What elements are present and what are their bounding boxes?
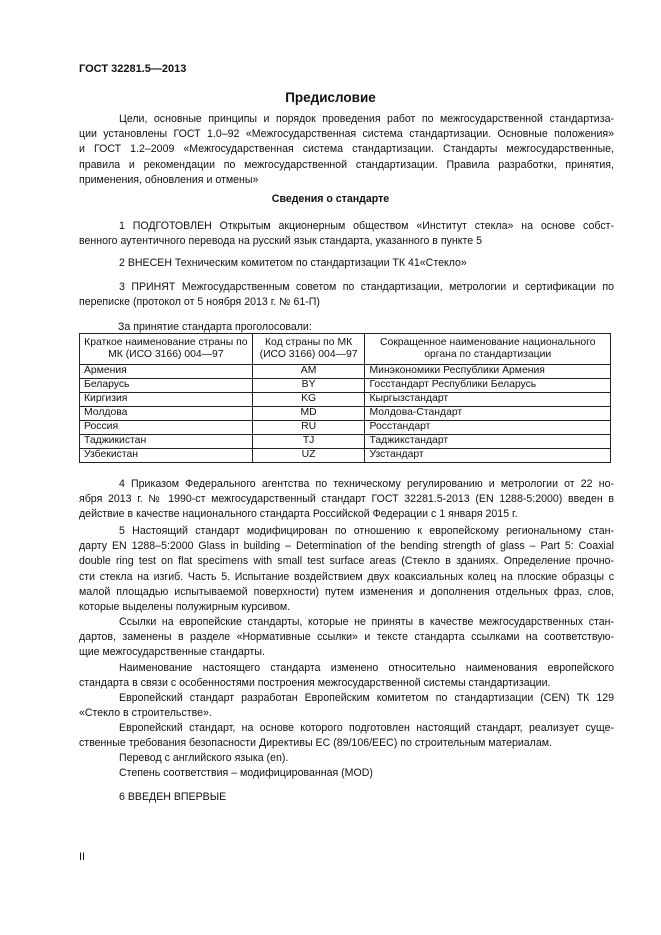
item-1-paragraph bbox=[79, 219, 614, 249]
text-line: которые выделены полужирным курсивом. bbox=[79, 601, 291, 614]
code-cell: TJ bbox=[252, 435, 365, 449]
body-cell: Росстандарт bbox=[365, 421, 611, 435]
text-line: Степень соответствия – модифицированная (MOD) bbox=[119, 767, 373, 779]
item-3-paragraph bbox=[79, 280, 614, 310]
document-header: ГОСТ 32281.5—2013 bbox=[79, 63, 187, 75]
text-line: Европейский стандарт разработан Европейским комитетом по стандартизации (CEN) ТК 129 bbox=[119, 692, 614, 704]
table-row bbox=[80, 365, 611, 379]
references-paragraph bbox=[79, 615, 614, 661]
table-row bbox=[80, 421, 611, 435]
country-cell: Армения bbox=[80, 365, 253, 379]
text-line: венного аутентичного перевода на русский язык стандарта, указанного в пункте 5 bbox=[79, 235, 482, 248]
item-5-paragraph bbox=[79, 524, 614, 615]
country-cell: Молдова bbox=[80, 407, 253, 421]
body-cell: Кыргызстандарт bbox=[365, 393, 611, 407]
voting-table bbox=[79, 333, 611, 463]
text-line: правила и рекомендации по межгосударственной стандартизации. Правила разработки, принятия, bbox=[79, 158, 614, 171]
text-line: Перевод с английского языка (en). bbox=[119, 752, 289, 764]
text-line: Европейский стандарт, на основе которого подготовлен настоящий стандарт, реализует суще- bbox=[119, 722, 614, 734]
country-cell: Россия bbox=[80, 421, 253, 435]
table-caption: За принятие стандарта проголосовали: bbox=[118, 321, 312, 333]
section-subtitle: Сведения о стандарте bbox=[271, 193, 390, 205]
body-cell: Госстандарт Республики Беларусь bbox=[365, 379, 611, 393]
text-line: ственные требования безопасности Директивы ЕС (89/106/EEC) по строительным материалам. bbox=[79, 737, 552, 750]
country-cell: Киргизия bbox=[80, 393, 253, 407]
text-line: 6 ВВЕДЕН ВПЕРВЫЕ bbox=[119, 791, 227, 803]
code-cell: UZ bbox=[252, 449, 365, 463]
table-row bbox=[80, 449, 611, 463]
text-line: переписке (протокол от 5 ноября 2013 г. № 61-П) bbox=[79, 296, 320, 309]
text-line: сти стекла на изгиб. Часть 5. Испытание воздействием двух коаксиальных колец на плоские образцы с bbox=[79, 570, 614, 583]
conformity-paragraph bbox=[79, 766, 614, 781]
text-line: ября 2013 г. № 1990-ст межгосударственный стандарт ГОСТ 32281.5-2013 (EN 1288-5:2000) введен в bbox=[79, 493, 614, 506]
table-row bbox=[80, 435, 611, 449]
text-line: щие межгосударственные стандарты. bbox=[79, 646, 265, 659]
text-line: действие в качестве национального стандарта Российской Федерации с 1 января 2015 г. bbox=[79, 508, 518, 521]
text-line: 5 Настоящий стандарт модифицирован по отношению к европейскому региональному стан- bbox=[119, 525, 614, 537]
text-line: 1 ПОДГОТОВЛЕН Открытым акционерным обществом «Институт стекла» на основе собст- bbox=[119, 220, 614, 232]
text-line: ции установлены ГОСТ 1.0–92 «Межгосударственная система стандартизации. Основные положения» bbox=[79, 128, 614, 141]
basis-paragraph bbox=[79, 721, 614, 751]
body-cell: Таджикстандарт bbox=[365, 435, 611, 449]
text-line: 3 ПРИНЯТ Межгосударственным советом по стандартизации, метрологии и сертификации по bbox=[119, 281, 614, 293]
code-cell: RU bbox=[252, 421, 365, 435]
table-row bbox=[80, 379, 611, 393]
page-number: II bbox=[79, 851, 86, 863]
item-2-paragraph bbox=[79, 256, 614, 271]
text-line: Ссылки на европейские стандарты, которые не приняты в качестве межгосударственных стан- bbox=[119, 616, 614, 628]
text-line: «Стекло в строительстве». bbox=[79, 707, 212, 720]
table-row bbox=[80, 393, 611, 407]
text-line: дартов, заменены в разделе «Нормативные ссылки» и тексте стандарта ссылками на соответствую- bbox=[79, 631, 614, 644]
name-change-paragraph bbox=[79, 661, 614, 691]
text-line: double ring test on flat specimens with small test surface areas (Стекло в зданиях. Определение прочно- bbox=[79, 555, 614, 568]
code-cell: AM bbox=[252, 365, 365, 379]
code-cell: MD bbox=[252, 407, 365, 421]
item-6-paragraph bbox=[79, 790, 614, 805]
code-cell: KG bbox=[252, 393, 365, 407]
text-line: Цели, основные принципы и порядок проведения работ по межгосударственной стандартиза- bbox=[119, 113, 614, 125]
page-title: Предисловие bbox=[285, 90, 376, 105]
country-cell: Таджикистан bbox=[80, 435, 253, 449]
table-row bbox=[80, 407, 611, 421]
column-header: Сокращенное наименование национального органа по стандартизации bbox=[365, 334, 611, 365]
translation-paragraph bbox=[79, 751, 614, 766]
text-line: 4 Приказом Федерального агентства по техническому регулированию и метрологии от 22 но- bbox=[119, 478, 614, 490]
text-line: 2 ВНЕСЕН Техническим комитетом по стандартизации ТК 41«Стекло» bbox=[119, 257, 467, 269]
code-cell: BY bbox=[252, 379, 365, 393]
text-line: малой площадью испытываемой поверхности) путем изменения и дополнения отдельных фраз, слов, bbox=[79, 585, 614, 598]
body-cell: Узстандарт bbox=[365, 449, 611, 463]
column-header: Краткое наименование страны по МК (ИСО 3166) 004—97 bbox=[80, 334, 253, 365]
intro-paragraph bbox=[79, 112, 614, 188]
text-line: применения, обновления и отмены» bbox=[79, 173, 259, 186]
body-cell: Минэкономики Республики Армения bbox=[365, 365, 611, 379]
country-cell: Беларусь bbox=[80, 379, 253, 393]
text-line: Наименование настоящего стандарта изменено относительно наименования европейского bbox=[119, 662, 614, 674]
item-4-paragraph bbox=[79, 477, 614, 523]
text-line: и ГОСТ 1.2–2009 «Межгосударственная система стандартизации. Стандарты межгосударственные, bbox=[79, 143, 614, 156]
table-header-row bbox=[80, 334, 611, 365]
country-cell: Узбекистан bbox=[80, 449, 253, 463]
column-header: Код страны по МК (ИСО 3166) 004—97 bbox=[252, 334, 365, 365]
cen-paragraph bbox=[79, 691, 614, 721]
text-line: дарту EN 1288–5:2000 Glass in building – Determination of the bending strength of glass – Part 5: Coaxial bbox=[79, 540, 614, 553]
text-line: стандарта в связи с особенностями построения межгосударственной системы стандартизации. bbox=[79, 677, 551, 690]
body-cell: Молдова-Стандарт bbox=[365, 407, 611, 421]
